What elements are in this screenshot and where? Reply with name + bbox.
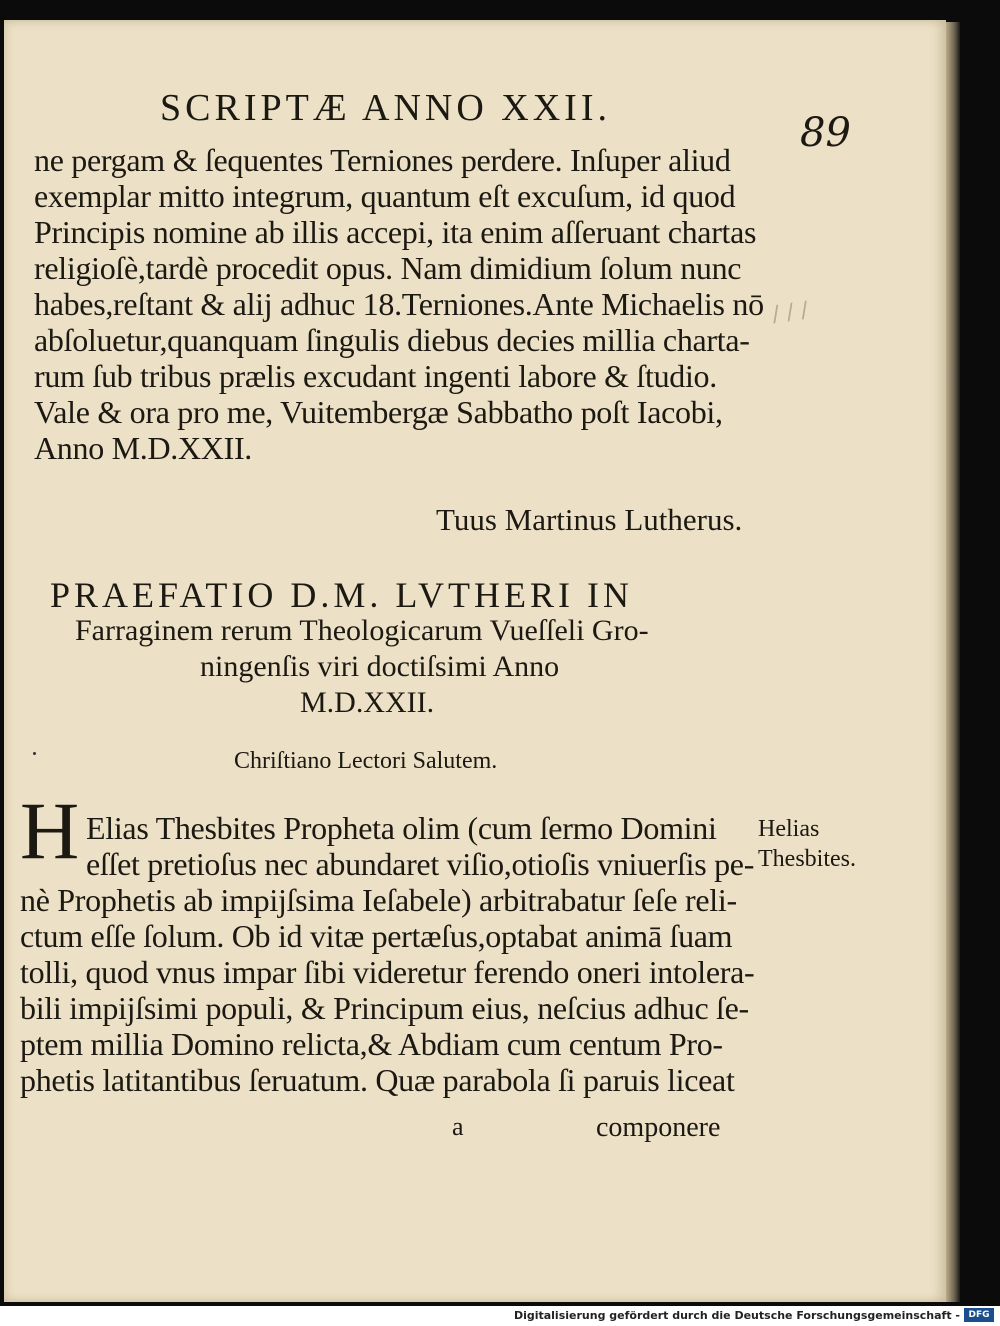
salutation: Chriſtiano Lectori Salutem. (234, 748, 498, 774)
letter-line: ne pergam & ſequentes Terniones perdere. Inſuper aliud (34, 142, 731, 178)
margin-note: Helias (758, 816, 820, 842)
ink-speck (33, 752, 36, 755)
preface-line: nè Prophetis ab impijſsima Ieſabele) arbitrabatur ſeſe reli- (20, 882, 737, 918)
page-number: 89 (800, 110, 851, 156)
signature-mark: a (452, 1112, 464, 1141)
preface-subtitle: ningenſis viri doctiſsimi Anno (200, 650, 560, 683)
letter-line: Anno M.D.XXII. (34, 430, 253, 466)
digitization-credit: Digitalisierung gefördert durch die Deutsche Forschungsgemeinschaft - (513, 1309, 960, 1322)
preface-title: PRAEFATIO D.M. LVTHERI IN (50, 575, 634, 615)
pencil-mark: / / / (770, 297, 810, 328)
letter-line: exemplar mitto integrum, quantum eſt excuſum, id quod (34, 178, 736, 214)
preface-line: phetis latitantibus ſeruatum. Quæ parabola ſi paruis liceat (20, 1062, 735, 1098)
margin-note: Thesbites. (758, 846, 856, 872)
drop-capital: H (20, 785, 80, 876)
preface-date: M.D.XXII. (300, 686, 435, 719)
letter-line: habes,reſtant & alij adhuc 18.Terniones.Ante Michaelis nō (34, 286, 764, 322)
letter-line: Vale & ora pro me, Vuitembergæ Sabbatho poſt Iacobi, (34, 394, 723, 430)
preface-line: eſſet pretioſus nec abundaret viſio,otioſis vniuerſis pe- (86, 846, 755, 882)
preface-line: tolli, quod vnus impar ſibi videretur ferendo oneri intolera- (20, 954, 755, 990)
letter-line: abſoluetur,quanquam ſingulis diebus decies millia charta- (34, 322, 750, 358)
preface-line: ptem millia Domino relicta,& Abdiam cum centum Pro- (20, 1026, 723, 1062)
preface-subtitle: Farraginem rerum Theologicarum Vueſſeli Gro- (75, 614, 649, 647)
letter-line: Principis nomine ab illis accepi, ita enim aſſeruant chartas (34, 214, 757, 250)
letter-line: religioſè,tardè procedit opus. Nam dimidium ſolum nunc (34, 250, 742, 286)
running-title: SCRIPTÆ ANNO XXII. (160, 87, 611, 129)
preface-line: bili impijſsimi populi, & Principum eius, neſcius adhuc ſe- (20, 990, 749, 1026)
preface-line: Elias Thesbites Propheta olim (cum ſermo Domini (86, 810, 717, 846)
letter-line: rum ſub tribus prælis excudant ingenti labore & ſtudio. (34, 358, 717, 394)
letter-signature: Tuus Martinus Lutherus. (436, 502, 743, 537)
dfg-logo: DFG (964, 1308, 994, 1322)
page-edge (946, 22, 960, 1302)
preface-line: ctum eſſe ſolum. Ob id vitæ pertæſus,optabat animā ſuam (20, 918, 733, 954)
catchword: componere (596, 1112, 721, 1143)
